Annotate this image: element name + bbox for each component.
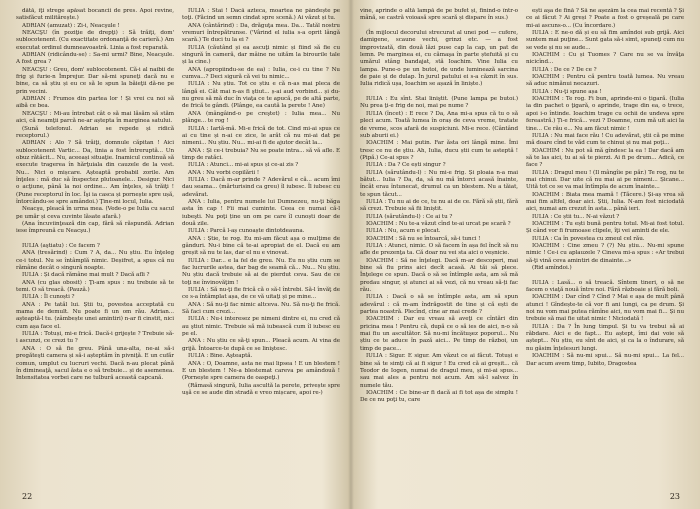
paragraph: IULIA : Totuși, mi-e frică. Dacă-i grijește ? Trebuie să-i ascunzi, ce crezi tu ?	[16, 331, 174, 345]
paragraph: IOACHIM : Nu pot să mă gîndesc la ea ! Dar dacă am să te las aici, tu ai să te pierzi. Ai fi pe drum... Adică, ce face ?	[526, 147, 684, 169]
paragraph: ANA : O să fie greu. Până una-alta, ne-ai să-i pregăteşti camera și să-i așteptăm în pivniţă. E un cufăr comun, umplut cu lucruri vechi. Dacă n-au plecat până în dimineaţă, sacul ăsta e o să trebuie... și de asemenea. Intensitatea vorbei care ne tulbură această capcană.	[16, 345, 174, 382]
paragraph: IULIA : Lasă... o să treacă. Sîntem tineri, o să ne facem o viaţă nouă între noi. Fără războaie și fără boli.	[526, 279, 684, 294]
paragraph: NEACŞU (în poziţie de drepţi) : Să trăiţi, dom' sublocotenent. (Cu exactitate ordonanţă de carieră.) Am executat ordinul dumneavoastră. Linia a fost reparată.	[16, 30, 174, 51]
right-page-column-2	[526, 8, 684, 478]
paragraph: IULIA : Iartă-mă. Mi-e frică de tot. Cind mi-ai spus ce ai cu tine și n-ai ce zice, le arăt că nu mi-ai dat pe nimeni... Nu știu. Nu... mi-ai fi de ajutor decât la...	[182, 125, 340, 147]
paragraph-spacer	[360, 23, 518, 30]
paragraph: IULIA : Nu, acum e plecat.	[366, 228, 441, 235]
paragraph: IULIA : Atunci, nimic. O să facem în așa fel încît să nu afle de prezenţa ta. Că doar nu vei sta aici o veșnicie.	[360, 243, 518, 257]
paragraph: IULIA : De ce ? De ce ?	[532, 66, 597, 73]
paragraph: ANA (cu glas obosit) : Ţi-am spus : nu trebuie să te temi. O să treacă. (Pauză.)	[16, 279, 174, 294]
paragraph: IULIA : Ce știi tu... N-ai văzut ?	[532, 213, 620, 220]
paragraph-spacer	[16, 236, 174, 243]
paragraph: IOACHIM : Nu te-a văzut cînd te-ai urcat pe scară ?	[366, 220, 511, 227]
paragraph: IULIA (încet) : E rece ? Da, Ana mi-a spus că tu o să pleci acum. Toată lumea în oraș de ceva vreme, tratate de vreme, scos afară de suspiciuni. Mi-e rece. (Cântând sub aburii ei.)	[360, 110, 518, 139]
paragraph: ANA : Pe tatăl lui. Știi tu, povestea acceptată cu mama de demult. Nu poate fi un om rău. Adrian... așteaptă-l tu. (zâmbește unei amintiri) n-ar fi cinstit, nici cum așa face el.	[16, 301, 174, 330]
right-page-column-1	[360, 8, 518, 478]
paragraph: IULIA : Ca în povestea cu zmeul cel rău.	[532, 235, 645, 242]
paragraph: ANA : Nu știu ce să-ţi spun... Pleacă acum. Ai vina de grijă. Întoarce-te după ce se liniştesc.	[182, 338, 340, 352]
paragraph: IOACHIM : Cu și Tuomes ? Care nu se va învăţa nicicînd...	[526, 52, 684, 66]
paragraph: ANA (apropiindu-se de ea) : Iulia, ce-i cu tine ? Nu cumva...? Deci sigură că vei tu nimic...	[182, 66, 340, 81]
paragraph: IOACHIM : Să nu-mi spui... Să nu-mi spui... La fel... Dar acum avem timp, Iubito, Dragostea	[526, 353, 684, 367]
paragraph: ANA : Și ce-i trebuia? Nu se poate intra... să vă afle. E timp de ratăci.	[182, 147, 340, 161]
paragraph: dătă, iţi strege apăsat bocancii de pres. Apoi revine, satisfăcut militărește.)	[16, 8, 174, 22]
paragraph: IOACHIM : Tu ești bună pentru totul. Mi-ai fost totul. Și când vor fi frumoase clipele, îţi vei aminti de ele.	[526, 220, 684, 235]
left-page-column-2	[182, 8, 340, 478]
paragraph: IULIA : Îl cunoști ?	[22, 294, 75, 301]
paragraph: ADRIAN (ridicându-se) : Sa-mi urmi? Bine, Neacşule. A fost grea ?	[16, 52, 174, 66]
paragraph: IULIA : Dacă o să se întîmple asta, am să spun adevărul : că m-am îndrăgostit de tine și că ești de partea noastră. Plecînd, cine ar mai crede ?	[360, 294, 518, 316]
paragraph: IULIA : E ne-o dă și eu să fim amîndoi sub grijă. Aici suntem mai puţine... Sunt gata să-i simt, spuneţi cum nu se vede și nu se aude...	[526, 30, 684, 51]
paragraph: IOACHIM : Dar cînd ? Cînd ? Mai e așa de mult până atunci ! Gîndește-te că vor fi ani lungi, ca pe drum. Și noi nu vom mai putea rămîne aici, nu vom mai fi... Și nu trebuie să mai fie uitat nimic ! Niciodată !	[526, 294, 684, 323]
paragraph: IULIA : Parcă l-aș cunoaște dintotdeauna.	[188, 228, 305, 235]
paragraph: IULIA : Da ? În lung timpul. Și tu va trebui să ai răbdare. Aici e de fapt... Eu aștept, îmi dai voie să aștept... Nu știu, eu sînt de aici, și ca la o îndurare, să nu găsim înțelesuri lungi.	[526, 323, 684, 352]
paragraph: NEACŞU : Mi-au întrebat cât o să mai lăsăm să stăm aici, că neamţii parcă ne-ar aștepta în marginea satului.	[16, 110, 174, 125]
paragraph: IOACHIM : Dar eu vreau să aveţi ce cîntări din pricina mea ! Pentru că, după ce o să ies de aici, n-o să mai fiu un ascultător. Să nu-mi încătuşez poporul... Nu știu ce te aduce în pază aici... Pe timp de război, un timp de pace...	[360, 316, 518, 352]
paragraph: (Sună telefonul. Adrian se repede și ridică receptorul.)	[16, 125, 174, 139]
paragraph-spacer	[526, 272, 684, 279]
paragraph: (Rid amîndoi.)	[532, 265, 572, 272]
paragraph: IULIA : Nu-i interesez pe nimeni dintre ei, nu cred că au ştiut nimic. Trebuie să mă iubească cum îl iubesc eu pe el.	[182, 316, 340, 338]
paragraph: IULIA : Să nu-ţi fie frică că o să-l întrebi. Să-l învăţ de ce s-a întâmplat așa, de ce vă uitaţi și pe mine...	[182, 287, 340, 301]
paragraph: ANA : Iulia, pentru numele lui Dumnezeu, nu-ţi băga asta în cap ! Fii mai cuminte. Ceea ce numai că-l iubeşti. Nu poţi ține un om pe care îl cunoști doar de două zile.	[182, 198, 340, 227]
paragraph: IULIA (aştiatu) : Ce facem ?	[22, 243, 100, 249]
page-number-left: 22	[22, 492, 33, 501]
paragraph: IULIA : Da ? Ce ești singur ?	[366, 162, 446, 169]
paragraph: IULIA : Tu nu ai de ce, tu nu ai de ce. Fără să știi, fără să crezi. Trebuie să fii liniștit.	[360, 198, 518, 213]
paragraph: IOACHIM : Biata mea mamă ! (Tăcere.) Și-aș vrea să mai fim altfel, doar aici. Știi, Iulia. N-am fost niciodată aici, numai am crezut în asta... până ieri.	[526, 191, 684, 213]
paragraph: IOACHIM : Să nu se întoarcă, să-i tunci !	[366, 235, 481, 242]
paragraph: (Rămasă singură, Iulia ascultă la perete, privește spre uşă ce se aude din stradă e vreo mișcare, apoi re-)	[182, 382, 340, 396]
paragraph: ANA (mângâind-o pe creştet) : Iulia mea... Nu plânge... te rog !	[182, 110, 340, 125]
book-gutter	[348, 0, 354, 509]
paragraph: ești aşa de fină ? Să ne așezăm la cea mai recentă ? Și ce ai făcut ? Ai greși ? Poate a fost o greșeală pe care mi-ai ascuns-o... (Cu încordare.)	[526, 8, 684, 29]
paragraph: ANA : O, Doamne, asta ne mai lipsea ! E un blestem ! E un blestem ! Ne-a blestemat careva pe amândouă ! (Pornește spre camera de oaspeţi.)	[182, 360, 340, 382]
paragraph: ANA : Să nu-ţi fac nimic altceva. Nu. Să nu-ţi fie frică. Să faci cum crezi...	[182, 301, 340, 316]
paragraph: vine, aprinde o altă lampă de pe bufet și, finind-o într-o mână, se castră voioasă spre scară și dispare în sus.)	[360, 8, 518, 22]
paragraph: IULIA : Stai ! Dacă azteca, moartea ne pândește pe toţi. (Făcind un semn cindat spre scenă.) Ai văzut și tu.	[182, 8, 340, 22]
paragraph: NEACŞU : Greu, dom' sublocotenent. Că-i al naibii de frig şi furie-n Împrejur. Dar să-mi spuneţi dacă nu e bine, ca să știu și eu ce să le spun la băieţii dă-ne pe prin vecini.	[16, 66, 174, 95]
paragraph: ANA : Nu vorbi copilării !	[188, 169, 260, 176]
paragraph: ADRIAN : Frumos din partea lor ! Și vrei cu noi să aibă ce bea.	[16, 96, 174, 110]
paragraph: IULIA : Sigur. E sigur. Am văzut ce ai făcut. Totuși e bine să te simţi că ai fi sigur ! Eu cred că ai greșit... că Teodor de Iogen, numai de dragul meu, și mi-ai spus... sau mai ales a pentru noi acum. Am să-l salvez în numele tău.	[360, 353, 518, 389]
paragraph: ANA : Știe, te rog. Eu mi-am făcut așa o mulţime de gânduri. Nu-i bine că te-ai apropiat de el. Dacă eu am greșit să nu te las, dar el nu e vinovat.	[182, 235, 340, 257]
paragraph: IULIA : Nu știu. Tot ce știu e că n-as mai pleca de lângă ei. Cât mai n-as fi ştiut... ș-ai aud vorbind... și du-nu greu să mă duc în viaţa ce te apucă, pe de altă parte, de frică te gândi. (Plânge, ea caută la perete ! Ane)	[182, 81, 340, 110]
paragraph: IULIA (sărutându-l) : Ce ai tu ?	[366, 213, 453, 220]
paragraph: IULIA : Nu-ţi spune așa !	[532, 88, 602, 95]
paragraph: IOACHIM : Ce bine-ar fi dacă ai fi tot așa de simplu ! De ce nu poţi tu, care	[360, 389, 518, 404]
paragraph: IOACHIM : Te rog. Fi bun, aprinde-mi o țigară. (Iulia ia din pachet o ţigară, o aprinde, trage din ea, o trece, apoi i-o întinde. Ioachim trage cu ochii de undeva spre fereastră.) Ți-e frică... vezi ? Doamne, cum mă uit aici la tine... Ce rău e... Nu am făcut nimic !	[526, 96, 684, 132]
paragraph: IULIA : Atunci... mi-ai spus și ce-ai zis ?	[188, 162, 299, 169]
paragraph: ANA (tresărind) : Cum ? A, da... Nu știu. Eu înţeleg ce-i totul. Nu se întâmplă nimic. Deșifret, a spus că nu rămâne decât o singură noapte.	[16, 250, 174, 272]
paragraph: IULIA : Dacă m-ar prinde ? Adevărul e că... acum îmi dau seama... (mărturisind ca greu) îl iubesc. Îl iubesc cu adevărat.	[182, 176, 340, 198]
paragraph: ADRIAN (amuzat) : Zi-i, Neacşule !	[22, 22, 120, 29]
page-number-right: 23	[669, 492, 680, 501]
paragraph: IULIA : Dar... e la fel de greu. Nu. Eu nu știu cum se fac lucrurile astea, dar bag de seamă că... Nu... Nu știu. Nu știu dacă trebuie să ai de pierdut ceva. Sau de ce toţi ne învinovăţim !	[182, 257, 340, 286]
paragraph: (În mijlocul decorului strecurat al unei pod — cufere, damigene, scaune vechi, grinzi etc. — a fost improvizată, din două lăzi puse cap la cap, un pat de lemn. Pe marginea ei, cu cămaşa în parte ștefuită și cu umărul stâng bandajat, stă Ioachim. Vine Iulia cu lampa. Pune-o pe un butoi, de unde luminează sarcina de paie și de dulap. În jurul patului ei s-a căznit în sus. Iulia ridică ușa, Ioachim se așază în liniște.)	[360, 30, 518, 88]
paragraph: IULIA (sărutându-l) : Nu mi-e frig. Și ploaia n-a mai bătut... Iulia ? Da, da, să nu mă întorci acasă înainte, încât erau întunecat, drumul ca un blestem. Nu a tăiat, te spun tăcut...	[360, 169, 518, 198]
paragraph: IOACHIM : Pentru că pentru toată lumea. Nu vreau să aduc nimănui necazuri.	[526, 74, 684, 88]
left-page	[12, 8, 346, 501]
paragraph: IULIA : Eu sînt. Stai liniştit. (Pune lampa pe butoi.) Nu prea ţi-e frig de noi, mai pe nume ?	[360, 96, 518, 110]
paragraph: IULIA : Dragul meu ! (Il mângîie pe păr.) Te rog, nu te mai chinui. Dar uite că nu mai ai pe nimeni... Șicane... Uită tot ce se va mai întîmpla de acum înainte...	[526, 169, 684, 191]
paragraph: IULIA : Și dacă rămâne mai mult ? Dacă afli ?	[22, 272, 150, 279]
paragraph: IOACHIM : Mai putin. Far ăsta ori lângă mine. Îmi tresc ce nu de ştiu. Ah, Iulia, ducu știi cum te asteptă ! (Pipă.) Ce-ai spus ?	[360, 140, 518, 161]
paragraph: IULIA (căutând și ea ascuţi nimic și fiind să fie cu singură în cameră, dar mâine ne uităm la birourile tale și la cine.)	[182, 44, 340, 66]
paragraph: IULIA : Nu mai face rău ! Cu adevărat, ştii că pe mine mă doare cînd te văd cum te chinui și nu mai poţi...	[526, 132, 684, 147]
paragraph: Neacşu, pleacă în urma mea. (Vede-o pe Iulia cu sacul pe umăr și ceva cuvinte lăsate afară.)	[16, 206, 174, 220]
right-page	[356, 8, 690, 501]
paragraph: IULIA : Bine. Aşteaptă.	[188, 353, 253, 360]
paragraph: (Ana încuviinţează din cap, fără să răspundă. Adrian iese împreună cu Neacşu.)	[16, 220, 174, 235]
paragraph: ADRIAN : Alo ? Să trăiţi, domnule căpitan ! Aici sublocotenent Vartic... Da, linia a fost întreruptă... Un obuz rătăcit... Nu, aceeași situaţie. Inamicul continuă să execute tragerea în hărţuiala din cauzele de la vest. Nu... Nici o mișcare. Așteaptă probabil zorile. Am înţeles : mă duc să înspectez plutoanele... Desigur. Nici o acţiune, până la noi ordine... Am înţeles, să trăiţi ! (Pune receptorul în loc. Îşi ia casca și pornește spre ușă, întorcându-se spre amândoi.) Ţine-mi locul, Iulia.	[16, 140, 174, 205]
left-page-column-1	[16, 8, 174, 478]
paragraph: IOACHIM : Cine zmeu ? (?) Nu știu... Nu-mi spune nimic ! Ce-i cu aplauzele ? Cineva mi-a spus : «Ar trebui să-ţi vină ceva amintiri de dinainte...»	[526, 243, 684, 264]
paragraph: ANA (cântărind) : Da, drăguţa mea. Da... Tatăl nostru vremuri întrepătrunse. ('Vârind el iulia s-a oprit lângă scară.) Te duci tu la ei ?	[182, 22, 340, 44]
paragraph: IOACHIM : Să ne înţelegi. Dacă m-ar descoperi, mai bine să fiu prins aici decît acasă. Ai tăi să plece. Înţelege ce spun. Dacă o să se întîmple asta, am să mă predau singur, și atunci ai să vezi, că nu vreau să-ți fac rău.	[360, 257, 518, 294]
